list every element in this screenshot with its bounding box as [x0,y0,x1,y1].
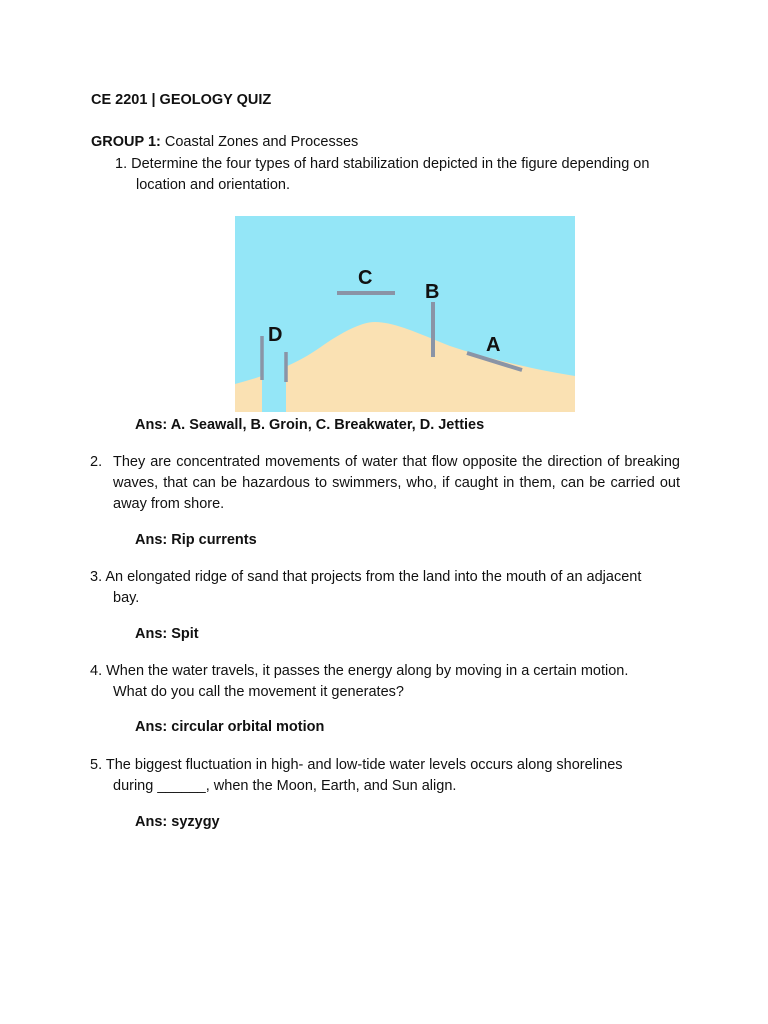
question-text: Determine the four types of hard stabilization depicted in the figure depending on [131,156,650,172]
group-label: GROUP 1: [91,134,161,150]
question-3 [90,567,690,609]
question-text: They are concentrated movements of water that flow opposite the direction of breaking waves, that can be hazardous to swimmers, who, if caught in them, can be carried out away from shore. [113,454,680,512]
question-1 [115,154,695,196]
question-text-continued: What do you call the movement it generates? [113,684,404,700]
label-c: C [358,267,373,289]
question-number: 4. [90,663,103,679]
quiz-title: CE 2201 | GEOLOGY QUIZ [91,92,272,108]
question-4 [90,661,690,703]
label-b: B [425,281,440,303]
question-number: 1. [115,156,128,172]
question-text-continued: during ______, when the Moon, Earth, and Sun align. [113,778,457,794]
question-text-continued: bay. [113,590,140,606]
answer-3: Ans: Spit [135,626,199,642]
answer-2: Ans: Rip currents [135,532,257,548]
question-text: The biggest fluctuation in high- and low-tide water levels occurs along shorelines [105,757,623,773]
question-number: 3. [90,569,103,585]
question-text: An elongated ridge of sand that projects from the land into the mouth of an adjacent [105,569,642,585]
question-5 [90,755,690,797]
group-topic: Coastal Zones and Processes [164,134,359,150]
question-text-continued: location and orientation. [136,177,290,193]
question-2 [90,452,680,515]
answer-5: Ans: syzygy [135,814,220,830]
answer-1: Ans: A. Seawall, B. Groin, C. Breakwater, D. Jetties [135,417,485,433]
jetty-channel [262,366,286,412]
coastal-stabilization-figure [235,216,575,412]
question-number: 5. [90,757,103,773]
group-heading [91,134,358,150]
question-text: When the water travels, it passes the energy along by moving in a certain motion. [106,663,629,679]
label-a: A [486,334,501,356]
answer-4: Ans: circular orbital motion [135,719,325,735]
question-number: 2. [90,454,103,470]
label-d: D [268,324,283,346]
